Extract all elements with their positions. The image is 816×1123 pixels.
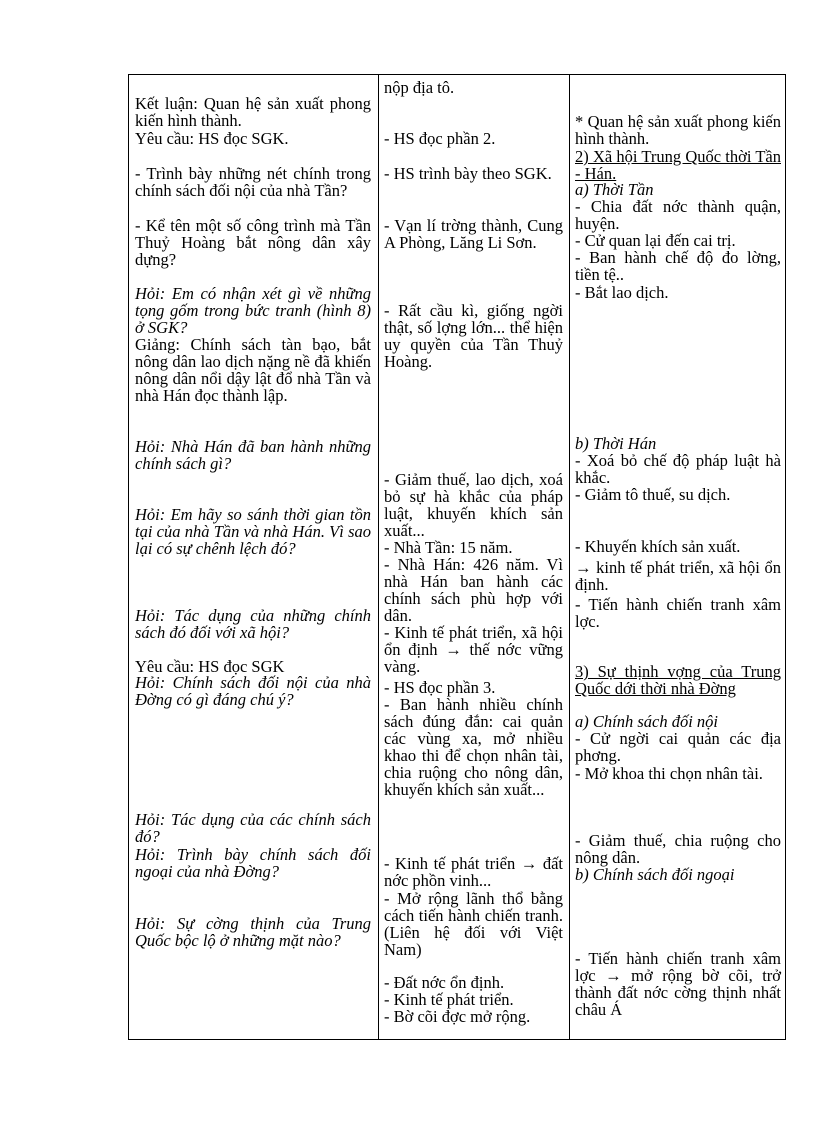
answer-han-duration: - Nhà Hán: 426 năm. Vì nhà Hán ban hành các chính sách phù hợp với dân. [384,555,563,625]
lesson-table [128,74,786,1040]
student-activity-column [384,75,563,1039]
heading-han: b) Thời Hán [575,434,657,453]
question-compare-duration: Hỏi: Em hãy so sánh thời gian tồn tại của nhà Tần và nhà Hán. Vì sao lại có sự chênh lệch đó? [135,505,371,558]
answer-stable: - Đất nớc ổn định. [384,973,505,992]
heading-qin-han-society: 2) Xã hội Trung Quốc thời Tần - Hán. [575,147,781,183]
answer-territory: - Bờ cõi đợc mở rộng. [384,1007,531,1026]
question-policy-effect: Hỏi: Tác dụng của những chính sách đó đối với xã hội? [135,606,371,642]
content-qin-measures: - Ban hành chế độ đo lờng, tiền tệ.. [575,248,781,284]
answer-land-rent: nộp địa tô. [384,78,455,97]
column-divider [378,75,379,1039]
heading-tang-foreign: b) Chính sách đối ngoại [575,865,735,884]
content-han-result: → kinh tế phát triển, xã hội ổn định. [575,558,781,594]
content-han-production: - Khuyến khích sản xuất. [575,537,741,556]
question-qin-domestic-policy: - Trình bày những nét chính trong chính sách đối nội của nhà Tần? [135,164,371,200]
content-qin-labor: - Bắt lao dịch. [575,283,669,302]
answer-terracotta: - Rất cầu kì, giống ngời thật, số lợng lớn... thể hiện uy quyền của Tần Thuỷ Hoàng. [384,301,563,371]
answer-tang-domestic: - Ban hành nhiều chính sách đúng đắn: cai quản các vùng xa, mở nhiều khao thi để chọn nhân tài, chia ruộng cho nông dân, khuyến khích sản xuất... [384,695,563,799]
question-terracotta: Hỏi: Em có nhận xét gì về những tọng gốm trong bức tranh (hình 8) ở SGK? [135,284,371,337]
content-han-war: - Tiến hành chiến tranh xâm lợc. [575,595,781,631]
question-han-policies: Hỏi: Nhà Hán đã ban hành những chính sách gì? [135,437,371,473]
content-feudal-relations: * Quan hệ sản xuất phong kiến hình thành. [575,112,781,148]
content-qin-districts: - Chia đất nớc thành quận, huyện. [575,197,781,233]
heading-qin: a) Thời Tần [575,180,654,199]
answer-read-part2: - HS đọc phần 2. [384,129,496,148]
lecture-qin-fall: Giảng: Chính sách tàn bạo, bắt nông dân lao dịch nặng nề đã khiến nông dân nổi dậy lật đổ nhà Tần và nhà Hán đọc thành lập. [135,335,371,405]
request-read-sgk: Yêu cầu: HS đọc SGK. [135,129,289,148]
content-qin-officials: - Cử quan lại đến cai trị. [575,231,736,250]
heading-tang-prosperity: 3) Sự thịnh vợng của Trung Quốc dới thời nhà Đờng [575,662,781,698]
teacher-activity-column [135,75,371,1039]
conclusion-text: Kết luận: Quan hệ sản xuất phong kiến hình thành. [135,94,371,130]
content-han-tax: - Giảm tô thuế, su dịch. [575,485,731,504]
answer-read-part3: - HS đọc phần 3. [384,678,496,697]
answer-policy-effect: - Kinh tế phát triển, xã hội ổn định → thế nớc vững vàng. [384,623,563,676]
question-tang-foreign: Hỏi: Trình bày chính sách đối ngoại của nhà Đờng? [135,845,371,881]
answer-constructions: - Vạn lí trờng thành, Cung A Phòng, Lăng Li Sơn. [384,216,563,252]
heading-tang-domestic: a) Chính sách đối nội [575,712,718,731]
content-tang-exams: - Mở khoa thi chọn nhân tài. [575,764,763,783]
content-han-law: - Xoá bỏ chế độ pháp luật hà khắc. [575,451,781,487]
content-tang-officials: - Cử ngời cai quản các địa phơng. [575,729,781,765]
answer-tang-effect: - Kinh tế phát triển → đất nớc phồn vinh... [384,854,563,890]
request-read-sgk-2: Yêu cầu: HS đọc SGK [135,657,285,676]
question-qin-constructions: - Kể tên một số công trình mà Tần Thuỷ Hoàng bắt nông dân xây dựng? [135,216,371,269]
answer-present-sgk: - HS trình bày theo SGK. [384,164,552,183]
answer-qin-duration: - Nhà Tần: 15 năm. [384,538,513,557]
content-tang-land: - Giảm thuế, chia ruộng cho nông dân. [575,831,781,867]
lesson-content-column [575,75,781,1039]
question-tang-effect: Hỏi: Tác dụng của các chính sách đó? [135,810,371,846]
column-divider [569,75,570,1039]
content-tang-war: - Tiến hành chiến tranh xâm lợc → mở rộng bờ cõi, trở thành đất nớc cờng thịnh nhất châu Á [575,949,781,1019]
answer-tang-foreign: - Mở rộng lãnh thổ bằng cách tiến hành chiến tranh. (Liên hệ đối với Việt Nam) [384,889,563,959]
answer-economy: - Kinh tế phát triển. [384,990,514,1009]
answer-han-policies: - Giảm thuế, lao dịch, xoá bỏ sự hà khắc của pháp luật, khuyến khích sản xuất... [384,470,563,540]
question-prosperity: Hỏi: Sự cờng thịnh của Trung Quốc bộc lộ ở những mặt nào? [135,914,371,950]
question-tang-domestic: Hỏi: Chính sách đối nội của nhà Đờng có gì đáng chú ý? [135,673,371,709]
